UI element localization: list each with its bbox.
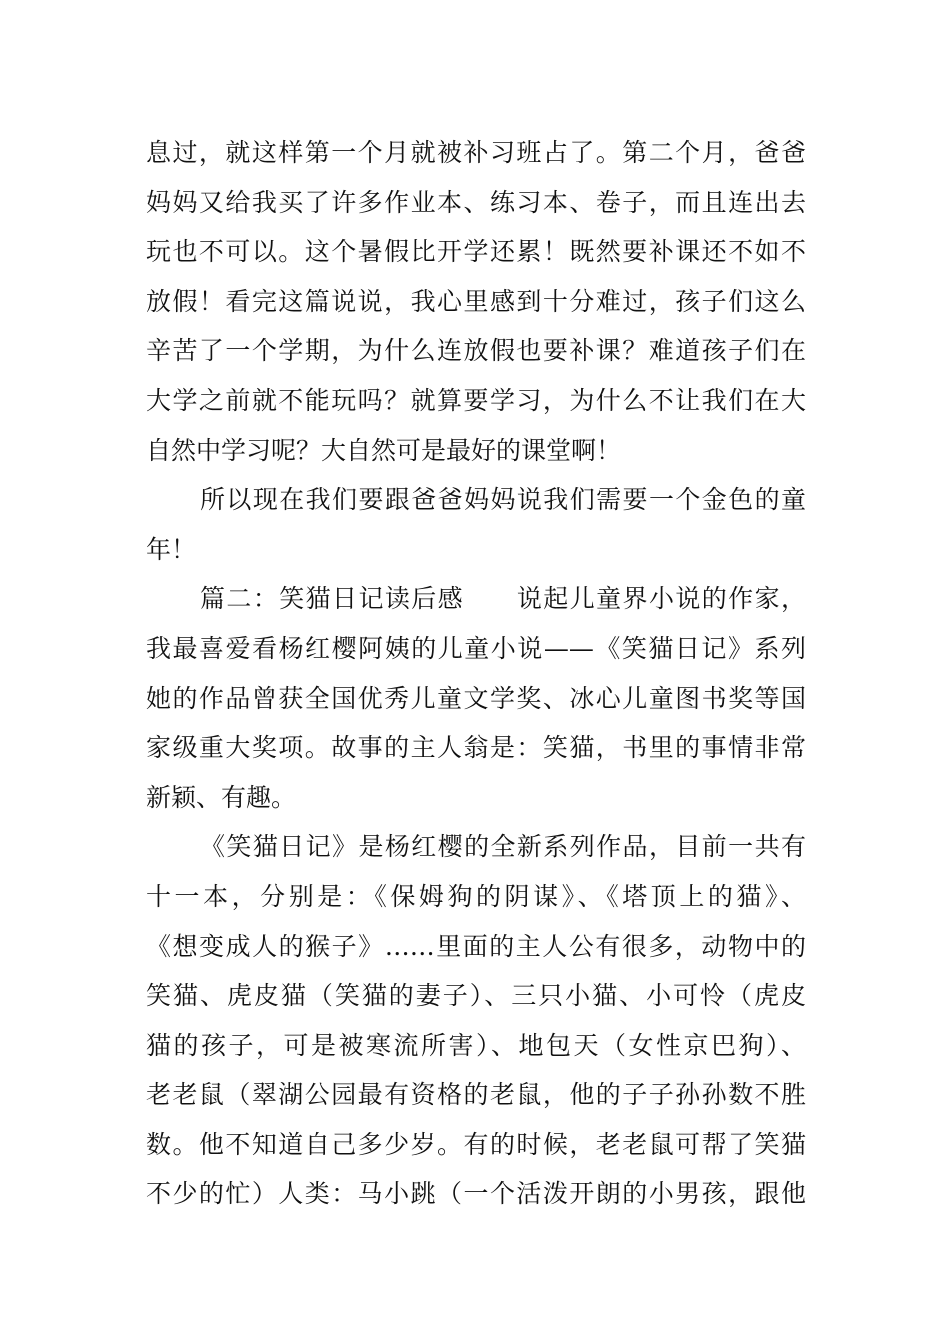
text-line: 数。他不知道自己多少岁。有的时候，老老鼠可帮了笑猫 xyxy=(146,1129,806,1159)
text-line: 猫的孩子，可是被寒流所害）、地包天（女性京巴狗）、 xyxy=(146,1030,806,1060)
text-line: 新颖、有趣。 xyxy=(146,782,297,812)
text-line: 玩也不可以。这个暑假比开学还累！既然要补课还不如不 xyxy=(146,237,806,267)
body-text xyxy=(146,128,806,1219)
paragraph-first-line: 《笑猫日记》是杨红樱的全新系列作品，目前一共有 xyxy=(200,832,806,862)
text-line: 她的作品曾获全国优秀儿童文学奖、冰心儿童图书奖等国 xyxy=(146,683,806,713)
text-line: 放假！看完这篇说说，我心里感到十分难过，孩子们这么 xyxy=(146,286,806,316)
text-line: 《想变成人的猴子》……里面的主人公有很多，动物中的 xyxy=(146,931,806,961)
text-line: 十一本，分别是：《保姆狗的阴谋》、《塔顶上的猫》、 xyxy=(146,881,806,911)
text-line: 妈妈又给我买了许多作业本、练习本、卷子，而且连出去 xyxy=(146,187,806,217)
text-line: 息过，就这样第一个月就被补习班占了。第二个月，爸爸 xyxy=(146,138,806,167)
text-line: 家级重大奖项。故事的主人翁是：笑猫，书里的事情非常 xyxy=(146,733,806,763)
text-line: 年！ xyxy=(146,534,197,564)
text-line: 不少的忙）人类：马小跳（一个活泼开朗的小男孩，跟他 xyxy=(146,1179,806,1209)
text-line: 我最喜爱看杨红樱阿姨的儿童小说——《笑猫日记》系列 xyxy=(146,633,806,663)
text-line: 老老鼠（翠湖公园最有资格的老鼠，他的子子孙孙数不胜 xyxy=(146,1080,806,1110)
text-line: 自然中学习呢？大自然可是最好的课堂啊！ xyxy=(146,435,622,465)
text-line: 辛苦了一个学期，为什么连放假也要补课？难道孩子们在 xyxy=(146,336,806,366)
text-line: 笑猫、虎皮猫（笑猫的妻子）、三只小猫、小可怜（虎皮 xyxy=(146,981,806,1011)
section-heading-line: 篇二：笑猫日记读后感 说起儿童界小说的作家， xyxy=(200,584,806,614)
paragraph-first-line: 所以现在我们要跟爸爸妈妈说我们需要一个金色的童 xyxy=(200,485,806,515)
text-line: 大学之前就不能玩吗？就算要学习，为什么不让我们在大 xyxy=(146,385,806,415)
